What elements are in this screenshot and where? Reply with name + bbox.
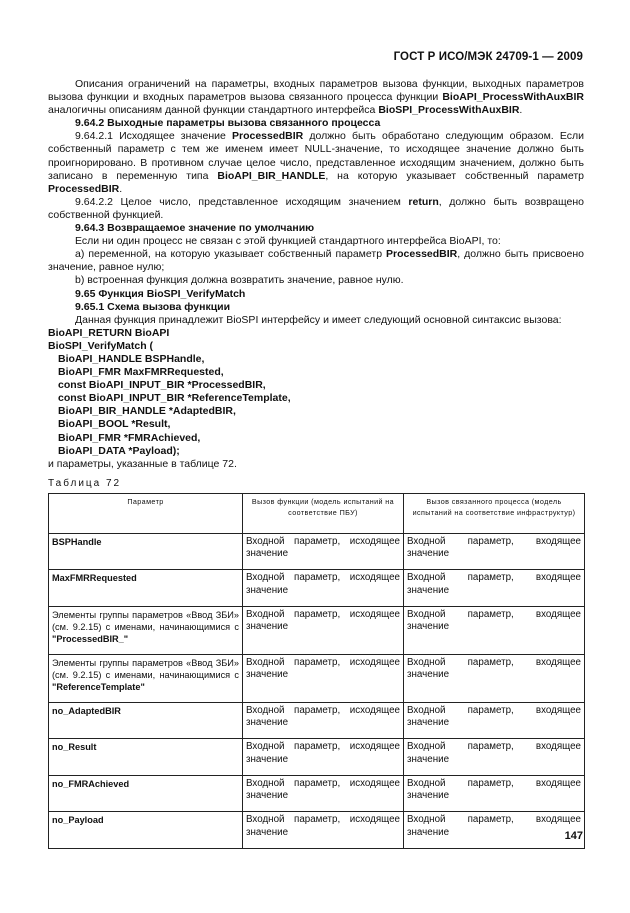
code-line: const BioAPI_INPUT_BIR *ReferenceTemplate,	[58, 392, 291, 405]
process-cell: Входной параметр, входящее значение	[404, 533, 585, 570]
paragraph-9-64-2-1	[48, 130, 584, 195]
text: .	[119, 182, 123, 195]
text: Описания ограничений на параметры, входных параметров вызова функции, выходных параметров вызова функции и входных параметров вызова связанного процесса функции	[48, 78, 584, 104]
table-header-row	[49, 493, 585, 533]
text: а) переменной, на которую указывает собственный параметр	[75, 248, 387, 261]
table-row	[49, 812, 585, 849]
type-name: BioAPI_BIR_HANDLE	[217, 169, 326, 182]
process-cell: Входной параметр, входящее значение	[404, 702, 585, 739]
section-heading-9-64-2: 9.64.2 Выходные параметры вызова связанного процесса	[75, 117, 381, 130]
section-heading-9-65-1: 9.65.1 Схема вызова функции	[75, 300, 231, 313]
param-cell: no_AdaptedBIR	[49, 702, 243, 739]
table-row	[49, 654, 585, 702]
after-code-text: и параметры, указанные в таблице 72.	[48, 457, 237, 470]
text: Элементы группы параметров «Ввод ЗБИ» (см. 9.2.15) с именами, начинающимися с	[52, 609, 239, 632]
code-line: BioAPI_RETURN BioAPI	[48, 326, 170, 339]
column-header: Вызов связанного процесса (модель испытаний на соответствие инфраструктур)	[404, 493, 585, 533]
text: , на которую указывает собственный параметр	[325, 169, 584, 182]
table-row	[49, 570, 585, 607]
text: 9.64.2.1 Исходящее значение	[75, 130, 232, 143]
section-heading-9-65: 9.65 Функция BioSPI_VerifyMatch	[75, 287, 246, 300]
code-line: BioAPI_FMR MaxFMRRequested,	[58, 366, 224, 379]
call-cell: Входной параметр, исходящее значение	[243, 654, 404, 702]
list-item-b: b) встроенная функция должна возвратить значение, равное нулю.	[75, 274, 404, 287]
page-content	[48, 78, 584, 849]
intro-paragraph	[48, 78, 584, 117]
call-cell: Входной параметр, исходящее значение	[243, 606, 404, 654]
param-prefix: "ProcessedBIR_"	[52, 633, 129, 644]
code-line: BioAPI_DATA *Payload);	[58, 444, 180, 457]
call-cell: Входной параметр, исходящее значение	[243, 812, 404, 849]
code-block	[48, 327, 584, 458]
column-header: Вызов функции (модель испытаний на соответствие ПБУ)	[243, 493, 404, 533]
process-cell: Входной параметр, входящее значение	[404, 570, 585, 607]
param-cell: no_Result	[49, 739, 243, 776]
param-cell: no_Payload	[49, 812, 243, 849]
process-cell: Входной параметр, входящее значение	[404, 775, 585, 812]
table-row	[49, 702, 585, 739]
param-prefix: "ReferenceTemplate"	[52, 681, 145, 692]
param-cell	[49, 654, 243, 702]
table-caption: Таблица 72	[48, 477, 122, 489]
column-header: Параметр	[49, 493, 243, 533]
paragraph-9-65-1: Данная функция принадлежит BioSPI интерфейсу и имеет следующий основной синтаксис вызова:	[75, 313, 562, 326]
code-line: BioAPI_BIR_HANDLE *AdaptedBIR,	[58, 405, 236, 418]
param-cell	[49, 606, 243, 654]
param-cell: BSPHandle	[49, 533, 243, 570]
param-cell: no_FMRAchieved	[49, 775, 243, 812]
process-cell: Входной параметр, входящее значение	[404, 812, 585, 849]
function-name: BioAPI_ProcessWithAuxBIR	[442, 91, 584, 104]
paragraph-9-64-3: Если ни один процесс не связан с этой функцией стандартного интерфейса BioAPI, то:	[75, 235, 501, 248]
param-name: return	[408, 195, 439, 208]
page-number: 147	[564, 830, 583, 842]
list-item-a	[48, 248, 584, 274]
text: аналогичны описаниям данной функции стандартного интерфейса	[48, 104, 379, 117]
param-name: ProcessedBIR	[386, 248, 458, 261]
process-cell: Входной параметр, входящее значение	[404, 654, 585, 702]
call-cell: Входной параметр, исходящее значение	[243, 775, 404, 812]
call-cell: Входной параметр, исходящее значение	[243, 570, 404, 607]
table-72	[48, 493, 585, 849]
call-cell: Входной параметр, исходящее значение	[243, 702, 404, 739]
table-row	[49, 739, 585, 776]
code-line: BioAPI_BOOL *Result,	[58, 418, 171, 431]
call-cell: Входной параметр, исходящее значение	[243, 739, 404, 776]
table-row	[49, 775, 585, 812]
param-name: ProcessedBIR	[232, 130, 304, 143]
text: должно быть обработано следующим образом. Если собственный параметр с тем же именем имеет NULL-значение, то исходящее значение должно быть проигнорировано. В противном случае целое число, представленное исходящим значением, должно быть записано в переменную типа	[48, 130, 584, 182]
code-line: BioAPI_FMR *FMRAchieved,	[58, 431, 201, 444]
table-row	[49, 533, 585, 570]
text: , должно быть присвоено значение, равное нулю;	[48, 248, 584, 274]
process-cell: Входной параметр, входящее значение	[404, 739, 585, 776]
table-row	[49, 606, 585, 654]
code-line: BioSPI_VerifyMatch (	[48, 339, 154, 352]
code-line: const BioAPI_INPUT_BIR *ProcessedBIR,	[58, 379, 266, 392]
paragraph-9-64-2-2	[48, 196, 584, 222]
call-cell: Входной параметр, исходящее значение	[243, 533, 404, 570]
param-cell: MaxFMRRequested	[49, 570, 243, 607]
process-cell: Входной параметр, входящее значение	[404, 606, 585, 654]
function-name: BioSPI_ProcessWithAuxBIR	[378, 104, 520, 117]
section-heading-9-64-3: 9.64.3 Возвращаемое значение по умолчанию	[75, 222, 315, 235]
document-header: ГОСТ Р ИСО/МЭК 24709-1 — 2009	[393, 51, 583, 63]
param-name: ProcessedBIR	[48, 182, 120, 195]
code-line: BioAPI_HANDLE BSPHandle,	[58, 352, 205, 365]
text: .	[519, 104, 523, 117]
text: Элементы группы параметров «Ввод ЗБИ» (см. 9.2.15) с именами, начинающимися с	[52, 657, 239, 680]
text: 9.64.2.2 Целое число, представленное исходящим значением	[75, 195, 409, 208]
text: , должно быть возвращено собственной функцией.	[48, 195, 584, 221]
